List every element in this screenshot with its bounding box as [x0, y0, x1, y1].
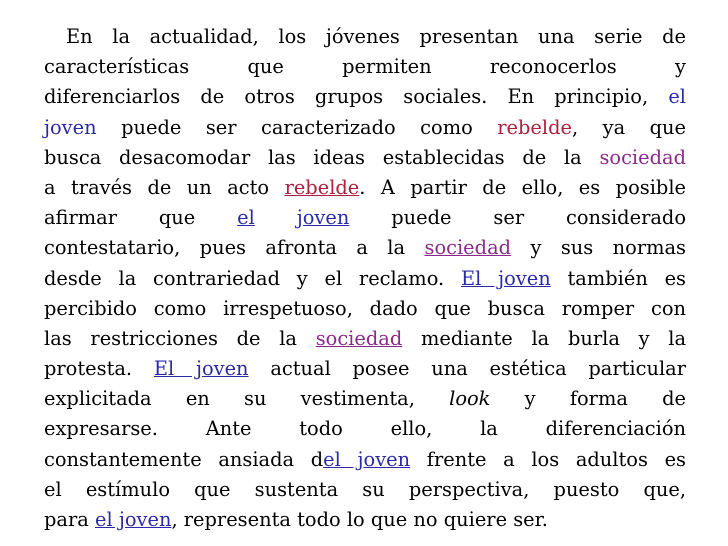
text-segment: percibido como irrespetuoso, dado que busca romper con [44, 296, 686, 320]
line-1 [44, 22, 686, 52]
keyword-rebelde: rebelde [497, 115, 572, 139]
link-el-joven[interactable]: El joven [153, 357, 249, 381]
line-3 [44, 82, 686, 112]
text-segment: . A partir de ello, es posible [359, 175, 686, 199]
text-segment: actual posee una estética particular [270, 357, 687, 381]
line-17 [44, 505, 686, 535]
text-segment: las restricciones de la [44, 326, 297, 350]
text-segment: afirmar que [44, 206, 196, 230]
text-segment: busca desacomodar las ideas establecidas de la [44, 145, 582, 169]
line-13 [44, 384, 686, 414]
text-segment: contestatario, pues afronta a la [44, 236, 406, 260]
link-el[interactable]: el [237, 206, 255, 230]
link-rebelde[interactable]: rebelde [284, 175, 360, 199]
text-segment: y sus normas [530, 236, 686, 260]
line-14 [44, 414, 686, 444]
line-10 [44, 294, 686, 324]
link-sociedad[interactable]: sociedad [424, 236, 512, 260]
link-el-joven[interactable]: el joven [323, 447, 411, 471]
link-el-joven[interactable]: el joven [94, 508, 172, 531]
line-8 [44, 233, 686, 263]
line-2 [44, 52, 686, 82]
text-segment: el estímulo que sustenta su perspectiva, puesto que, [44, 477, 686, 501]
text-segment: protesta. [44, 357, 133, 381]
link-sociedad[interactable]: sociedad [315, 326, 403, 350]
text-segment: mediante la burla y la [420, 326, 687, 350]
text-segment: puede ser considerado [391, 206, 686, 230]
text-segment: , representa todo lo que no quiere ser. [171, 508, 548, 531]
line-6 [44, 173, 686, 203]
link-el-joven[interactable]: El joven [460, 266, 551, 290]
text-segment: explicitada en su vestimenta, [44, 387, 415, 411]
line-7 [44, 203, 686, 233]
text-segment: expresarse. Ante todo ello, la diferenciación [44, 417, 686, 441]
keyword-joven: joven [44, 115, 97, 139]
text-segment: también es [567, 266, 686, 290]
text-segment: , ya que [572, 115, 686, 139]
line-11 [44, 324, 686, 354]
keyword-sociedad: sociedad [599, 145, 686, 169]
line-15 [44, 445, 686, 475]
italic-look: look [449, 387, 491, 411]
text-segment: para [44, 508, 89, 531]
text-segment: constantemente ansiada d [44, 447, 324, 471]
text-segment: características que permiten reconocerlos y [44, 55, 686, 79]
keyword-el: el [668, 85, 686, 109]
text-segment: a través de un acto [44, 175, 270, 199]
line-16 [44, 475, 686, 505]
line-9 [44, 264, 686, 294]
text-segment: frente a los adultos es [426, 447, 686, 471]
text-segment: y forma de [524, 387, 686, 411]
line-12 [44, 354, 686, 384]
line-4 [44, 113, 686, 143]
text-segment: En la actualidad, los jóvenes presentan una serie de [66, 25, 686, 48]
text-segment: desde la contrariedad y el reclamo. [44, 266, 445, 290]
link-joven[interactable]: joven [296, 206, 350, 230]
line-5 [44, 143, 686, 173]
document-paragraph [44, 22, 686, 535]
text-segment: diferenciarlos de otros grupos sociales. En principio, [44, 85, 649, 109]
text-segment: puede ser caracterizado como [121, 115, 473, 139]
